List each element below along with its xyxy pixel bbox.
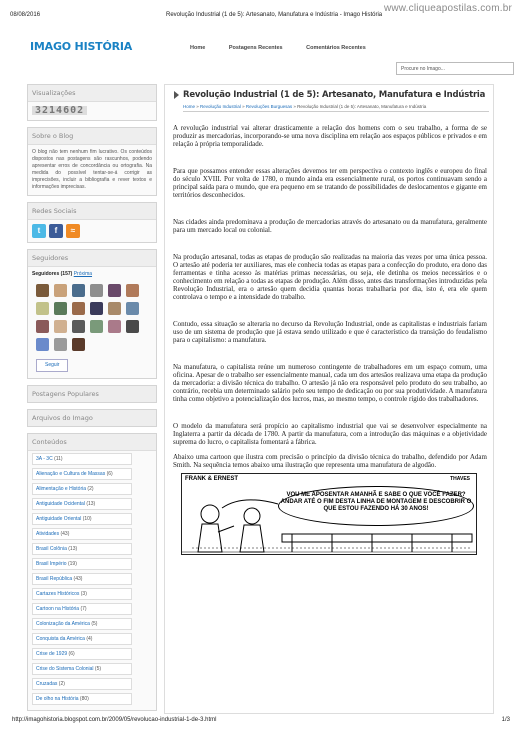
twitter-icon[interactable]: t <box>32 224 46 238</box>
blog-logo[interactable]: IMAGO HISTÓRIA <box>30 40 133 53</box>
label-link[interactable] <box>32 498 132 510</box>
follower-avatar[interactable] <box>36 320 49 333</box>
label-name: Conquista da América <box>36 636 85 642</box>
follower-avatar[interactable] <box>36 338 49 351</box>
paragraph: A revolução industrial vai alterar drasticamente a relação dos homens com o seu trabalho, a forma de se produzir as mercadorias, incorporando-se uma nova disciplina em relação aos espaços públicos e privados e em relação à própria temporalidade. <box>173 124 487 148</box>
label-count: (11) <box>54 456 63 462</box>
label-link[interactable] <box>32 453 132 465</box>
follower-avatar[interactable] <box>72 320 85 333</box>
label-link[interactable] <box>32 543 132 555</box>
labels-list <box>28 451 156 710</box>
follower-avatar[interactable] <box>72 302 85 315</box>
label-count: (3) <box>80 591 87 597</box>
paragraph: Nas cidades ainda predominava a produção de mercadorias através do artesanato ou da manufatura, geralmente para um mercado local ou colonial. <box>173 218 487 234</box>
follower-avatars <box>36 284 152 351</box>
followers-widget <box>27 249 157 379</box>
follower-avatar[interactable] <box>54 302 67 315</box>
views-widget <box>27 84 157 121</box>
search-input[interactable]: Procure no Imago... <box>396 62 514 75</box>
label-name: Colonização da América <box>36 621 90 627</box>
label-name: Cartazes Históricos <box>36 591 80 597</box>
followers-count: Seguidores (157) <box>32 271 73 277</box>
label-link[interactable] <box>32 693 132 705</box>
followers-next-link[interactable]: Próxima <box>73 271 93 277</box>
cartoon-author: THAVES <box>450 476 470 482</box>
label-name: Alienação e Cultura de Massas <box>36 471 106 477</box>
print-date: 08/08/2016 <box>10 12 41 18</box>
paragraph: Para que possamos entender essas alterações devemos ter em perspectiva o contexto inglês e europeu do final do século XVIII. Por volta de 1780, o mundo ainda era essencialmente rural, os portos continuavam sendo a principal saída para o mundo, que era pequeno em se tratando de possibilidades de deslocamentos e gigante em territórios desconhecidos. <box>173 167 487 199</box>
label-name: Cartoon na História <box>36 606 80 612</box>
label-name: Brasil República <box>36 576 73 582</box>
label-name: Atividades <box>36 531 60 537</box>
label-name: Brasil Império <box>36 561 67 567</box>
label-link[interactable] <box>32 618 132 630</box>
label-link[interactable] <box>32 483 132 495</box>
widget-title-views: Visualizações <box>28 85 156 102</box>
label-count: (7) <box>80 606 87 612</box>
follower-avatar[interactable] <box>90 284 103 297</box>
follower-avatar[interactable] <box>54 338 67 351</box>
label-count: (6) <box>68 651 75 657</box>
paragraph: Abaixo uma cartoon que ilustra com precisão o princípio da divisão técnica do trabalho, defendido por Adam Smith. Na sequência temos abaixo uma ilustração que representa uma manufatura de algodão. <box>173 453 487 469</box>
breadcrumb: Home » Revolução Industrial » Revoluções Burguesas » Revolução Industrial (1 de 5): Artesanato, Manufatura e Indústria <box>183 104 427 109</box>
social-widget <box>27 202 157 243</box>
rss-icon[interactable]: ≈ <box>66 224 80 238</box>
label-name: Crise do Sistema Colonial <box>36 666 94 672</box>
label-count: (6) <box>106 471 113 477</box>
label-link[interactable] <box>32 648 132 660</box>
label-name: De olho na História <box>36 696 79 702</box>
facebook-icon[interactable]: f <box>49 224 63 238</box>
label-count: (4) <box>86 636 93 642</box>
label-link[interactable] <box>32 558 132 570</box>
label-name: Antiguidade Ocidental <box>36 501 85 507</box>
label-count: (43) <box>73 576 83 582</box>
follower-avatar[interactable] <box>90 302 103 315</box>
label-count: (13) <box>68 546 78 552</box>
paragraph: O modelo da manufatura será propício ao capitalismo industrial que vai se desenvolver especialmente na Inglaterra a partir da década de 1780. A partir da manufatura, com a introdução das máquinas e a objetividade suprema do lucro, o capitalista fomentará a fábrica. <box>173 422 487 446</box>
top-nav <box>190 45 388 51</box>
label-link[interactable] <box>32 528 132 540</box>
widget-title-followers: Seguidores <box>28 250 156 267</box>
label-link[interactable] <box>32 633 132 645</box>
post <box>164 84 494 714</box>
labels-widget <box>27 433 157 711</box>
label-link[interactable] <box>32 468 132 480</box>
label-name: Antiguidade Oriental <box>36 516 82 522</box>
label-count: (2) <box>58 681 65 687</box>
label-count: (5) <box>94 666 102 672</box>
paragraph: Na produção artesanal, todas as etapas de produção são realizadas na maioria das vezes por uma única pessoa. O artesão até poderia ter auxiliares, mas ele conhecia todas as etapas para a confecção do produto, era dono das ferramentas e tinha acesso às matérias primas necessárias, ou seja, ele detinha os meios necessários e o conhecimento em relação a todas as etapas de produção. Além disso, antes das transformações introduzidas pela Revolução Industrial, era o artesão quem decidia quantas horas trabalharia por dia, isto é, era ele quem controlava o tempo e a intensidade do trabalho. <box>173 253 487 301</box>
follow-button[interactable]: Seguir <box>36 359 68 372</box>
label-link[interactable] <box>32 603 132 615</box>
label-count: (43) <box>60 531 70 537</box>
print-url: http://imagohistoria.blogspot.com.br/2009/05/revolucao-industrial-1-de-3.html <box>12 717 217 723</box>
label-count: (80) <box>79 696 89 702</box>
follower-avatar[interactable] <box>108 302 121 315</box>
cartoon-strip-title: FRANK & ERNEST <box>185 476 239 482</box>
breadcrumb-home[interactable]: Home <box>183 104 196 109</box>
follower-avatar[interactable] <box>126 302 139 315</box>
label-link[interactable] <box>32 573 132 585</box>
print-page-number: 1/3 <box>501 717 510 723</box>
follower-avatar[interactable] <box>72 284 85 297</box>
view-counter: 3214602 <box>32 106 87 115</box>
watermark: www.cliqueapostilas.com.br <box>383 3 512 14</box>
label-link[interactable] <box>32 588 132 600</box>
paragraph: Contudo, essa situação se alteraria no decurso da Revolução Industrial, onde as capitalistas e industriais fariam uso de um sistema de produção que já estava sendo utilizado e que é característico da transição do feudalismo para o capitalismo: a manufatura. <box>173 320 487 344</box>
follower-avatar[interactable] <box>108 284 121 297</box>
nav-home[interactable]: Home <box>190 45 206 51</box>
label-name: Crise de 1929 <box>36 651 68 657</box>
widget-title-about: Sobre o Blog <box>28 128 156 145</box>
follower-avatar[interactable] <box>54 284 67 297</box>
breadcrumb-revolucoes-burguesas[interactable]: Revoluções Burguesas <box>245 104 293 109</box>
follower-avatar[interactable] <box>126 284 139 297</box>
widget-title-labels: Conteúdos <box>28 434 156 451</box>
follower-avatar[interactable] <box>90 320 103 333</box>
label-count: (5) <box>91 621 98 627</box>
title-arrow-icon <box>174 91 179 99</box>
cartoon-speech-bubble: VOU ME APOSENTAR AMANHÃ E SABE O QUE VOCÊ FAZER? ANDAR ATÉ O FIM DESTA LINHA DE MONTAGEM E DESCOBRIR O QUE ESTOU FAZENDO HÁ 30 ANOS! <box>278 486 474 526</box>
label-name: Cruzadas <box>36 681 58 687</box>
post-title[interactable]: Revolução Industrial (1 de 5): Artesanato, Manufatura e Indústria <box>183 90 486 100</box>
label-count: (19) <box>67 561 77 567</box>
label-name: Alimentação e História <box>36 486 87 492</box>
widget-title-social: Redes Sociais <box>28 203 156 220</box>
breadcrumb-revolucao-industrial[interactable]: Revolução Industrial <box>200 104 241 109</box>
blog-header <box>20 28 510 72</box>
about-text: O blog não tem nenhum fim lucrativo. Os conteúdos dispostos nas postagens são rascunhos, podendo apresentar erros de concordância ou ortografia. Na medida do possível tentar-se-á corrigir as imprecisões, incluir a bibliografia e rever textos e informações imprecisas. <box>32 149 152 190</box>
follower-avatar[interactable] <box>36 302 49 315</box>
label-link[interactable] <box>32 663 132 675</box>
archive-widget[interactable]: Arquivos do Imago <box>27 409 157 427</box>
nav-recent-posts[interactable]: Postagens Recentes <box>228 45 283 51</box>
sidebar <box>27 84 157 717</box>
label-count: (13) <box>86 501 96 507</box>
print-doc-title: Revolução Industrial (1 de 5): Artesanato, Manufatura e Indústria - Imago História <box>166 12 383 18</box>
label-link[interactable] <box>32 678 132 690</box>
breadcrumb-current: Revolução Industrial (1 de 5): Artesanato, Manufatura e Indústria <box>297 104 427 109</box>
follower-avatar[interactable] <box>54 320 67 333</box>
popular-posts-widget[interactable]: Postagens Populares <box>27 385 157 403</box>
follower-avatar[interactable] <box>108 320 121 333</box>
label-count: (2) <box>87 486 94 492</box>
nav-recent-comments[interactable]: Comentários Recentes <box>306 45 366 51</box>
cartoon-image <box>181 473 477 555</box>
about-widget <box>27 127 157 196</box>
label-link[interactable] <box>32 513 132 525</box>
label-name: Brasil Colônia <box>36 546 67 552</box>
follower-avatar[interactable] <box>126 320 139 333</box>
post-body <box>165 112 493 469</box>
label-name: 3A - 3C <box>36 456 53 462</box>
label-count: (10) <box>82 516 92 522</box>
follower-avatar[interactable] <box>72 338 85 351</box>
follower-avatar[interactable] <box>36 284 49 297</box>
paragraph: Na manufatura, o capitalista reúne um numeroso contingente de trabalhadores em um espaço comum, uma oficina. Apesar de o trabalho ser essencialmente manual, cada um dos artesãos realizava uma etapa da produção da mercadoria: a divisão técnica do trabalho. O artesão já não era responsável pelo produto do seu trabalho, ao contrário, recebia um determinado salário pelo seu tempo de dedicação ou por sua produtividade. A manufatura tinha como objetivo a potencialização dos lucros, mas, ao mesmo tempo, o controle rígido dos trabalhadores. <box>173 363 487 403</box>
